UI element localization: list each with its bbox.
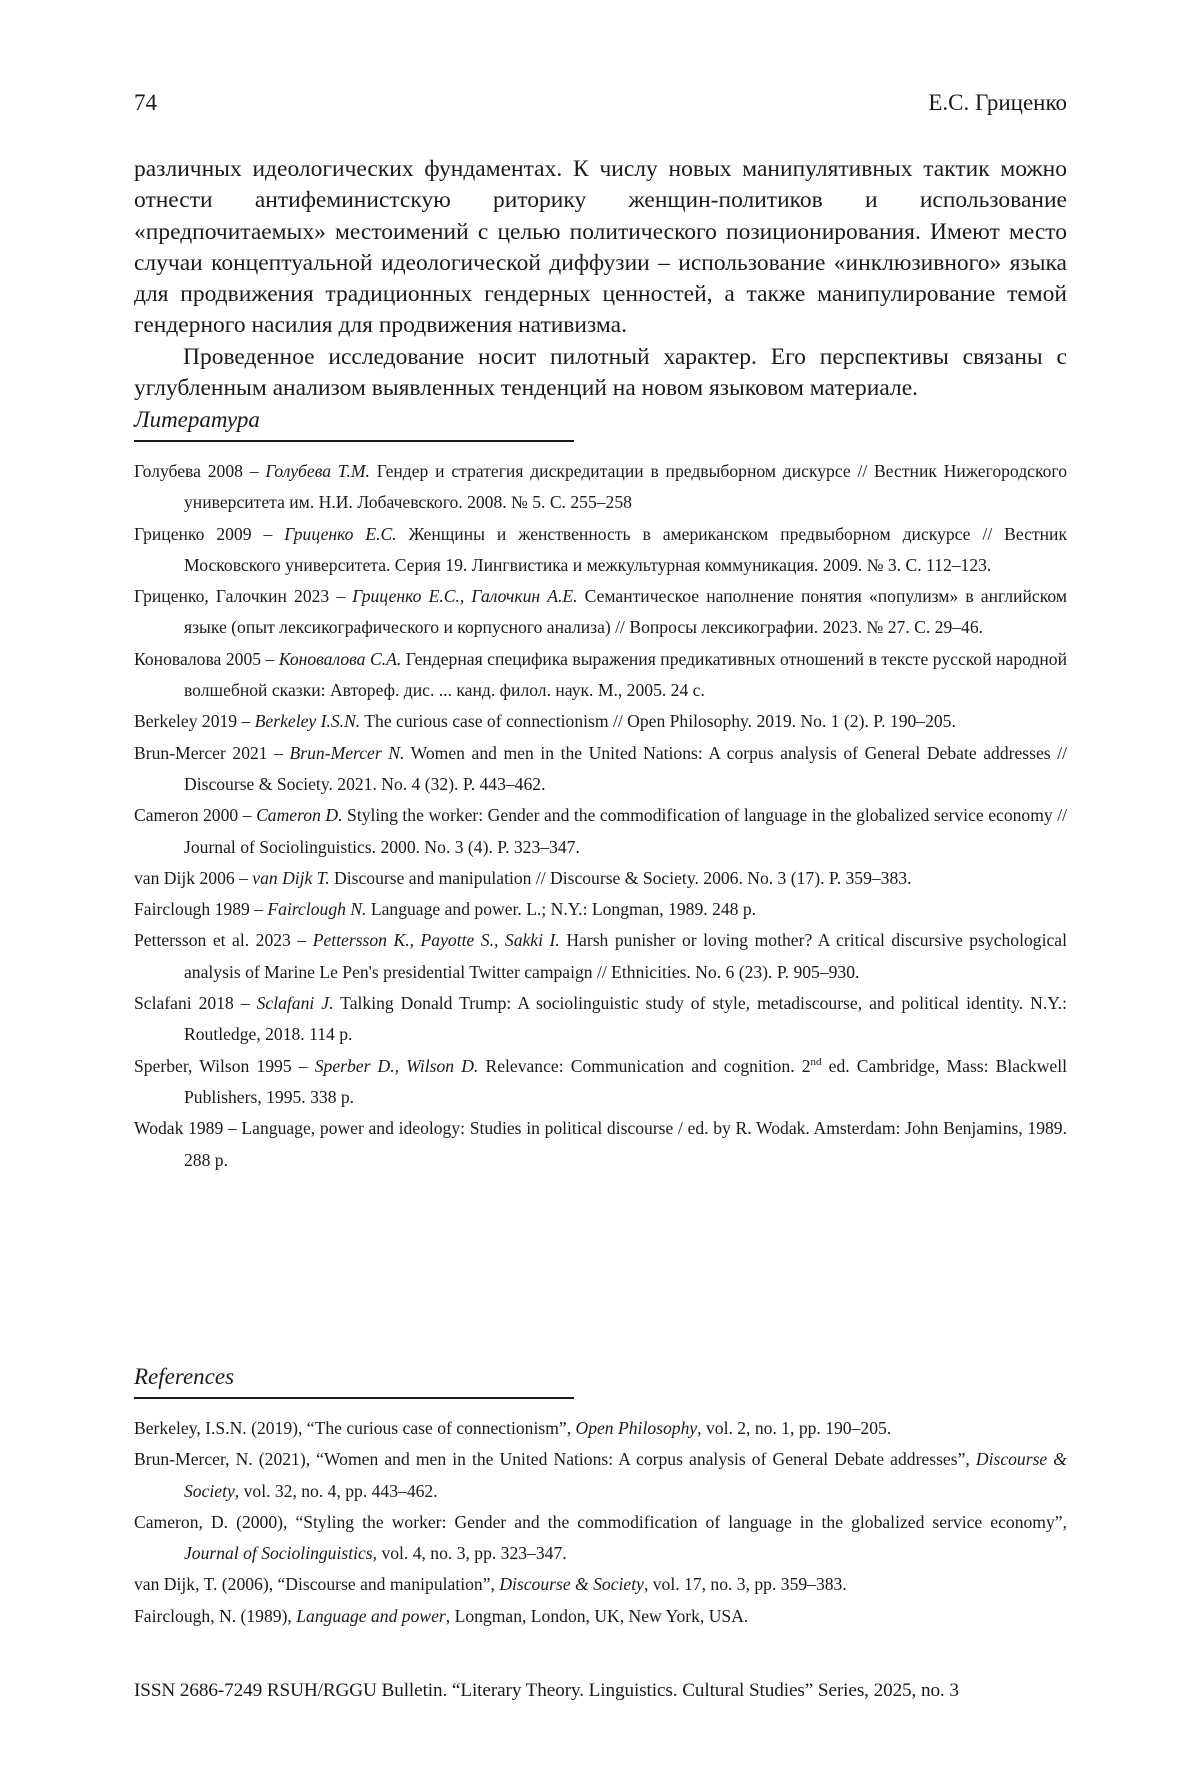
body-text [134, 154, 1067, 404]
reference-entry [134, 644, 1067, 707]
ref-key: Гриценко 2009 – [134, 523, 285, 544]
ref-key: Fairclough 1989 – [134, 899, 268, 920]
ref-key: Sperber, Wilson 1995 – [134, 1055, 315, 1076]
ref-source: Open Philosophy [575, 1418, 698, 1438]
ref-key: Коновалова 2005 – [134, 648, 279, 669]
ref-post: , Longman, London, UK, New York, USA. [445, 1605, 749, 1626]
ref-rest: Harsh punisher or loving mother? A critical discursive psychological analysis of Marine Le Pen's presidential Twitter campaign // Ethnicities. No. 6 (23). P. 905–930. [184, 930, 1067, 982]
ref-rest: Relevance: Communication and cognition. 2 [478, 1055, 811, 1076]
ref-key: Sclafani 2018 – [134, 993, 257, 1014]
body-paragraph: различных идеологических фундаментах. К числу новых манипулятивных тактик можно отнести антифеминистскую риторику женщин-политиков и использование «предпочитаемых» местоимений с целью политического позиционирования. Имеют место случаи концептуальной идеологической диффузии – использование «инклюзивного» языка для продвижения традиционных гендерных ценностей, а также манипулирование темой гендерного насилия для продвижения нативизма. [134, 156, 1067, 339]
ref-authors: Berkeley I.S.N. [254, 711, 361, 732]
ref-rest: Talking Donald Trump: A sociolinguistic study of style, metadiscourse, and political identity. N.Y.: Routledge, 2018. 114 p. [184, 993, 1067, 1045]
ref-key: Cameron 2000 – [134, 805, 257, 826]
ref-authors: Brun-Mercer N. [289, 742, 405, 763]
ref-authors: Pettersson K., Payotte S., Sakki I. [312, 930, 560, 951]
reference-entry [134, 800, 1067, 863]
reference-entry [134, 456, 1067, 519]
page-footer: ISSN 2686-7249 RSUH/RGGU Bulletin. “Literary Theory. Linguistics. Cultural Studies” Series, 2025, no. 3 [134, 1680, 959, 1701]
ref-authors: Гриценко Е.С., Галочкин А.Е. [352, 586, 578, 607]
reference-entry [134, 1507, 1067, 1570]
ref-post: , vol. 2, no. 1, pp. 190–205. [697, 1418, 892, 1438]
ref-key: Wodak 1989 – [134, 1118, 242, 1139]
reference-entry [134, 706, 1067, 737]
ref-rest: Женщины и женственность в американском предвыборном дискурсе // Вестник Московского университета. Серия 19. Лингвистика и межкультурная коммуникация. 2009. № 3. С. 112–123. [184, 523, 1068, 575]
ref-authors: Коновалова С.А. [278, 648, 402, 669]
ref-post: , vol. 17, no. 3, pp. 359–383. [643, 1574, 847, 1595]
ref-rest: Гендерная специфика выражения предикативных отношений в тексте русской народной волшебной сказки: Автореф. дис. ... канд. филол. наук. М., 2005. 24 с. [184, 648, 1068, 701]
ref-authors: Sclafani J. [256, 993, 334, 1014]
ref-key: Голубева 2008 – [134, 461, 266, 481]
reference-entry [134, 925, 1067, 988]
ref-key: Berkeley 2019 – [134, 711, 255, 732]
ref-rest: Language and power. L.; N.Y.: Longman, 1989. 248 p. [366, 899, 757, 920]
ref-rest: Language, power and ideology: Studies in political discourse / ed. by R. Wodak. Amsterdam: John Benjamins, 1989. 288 p. [184, 1118, 1068, 1170]
reference-entry [134, 863, 1067, 894]
reference-entry [134, 581, 1067, 644]
ref-pre: Brun-Mercer, N. (2021), “Women and men in the United Nations: A corpus analysis of General Debate addresses”, [134, 1449, 976, 1470]
ref-source: Discourse & Society [499, 1574, 644, 1595]
running-head-author: Е.С. Гриценко [928, 90, 1067, 115]
references-rule [134, 1397, 574, 1399]
literatura-heading: Литература [134, 407, 260, 432]
reference-entry [134, 738, 1067, 801]
references-list [134, 1413, 1067, 1632]
literatura-list [134, 456, 1067, 1176]
ref-post: , vol. 32, no. 4, pp. 443–462. [234, 1480, 438, 1501]
ref-rest: Women and men in the United Nations: A corpus analysis of General Debate addresses // Discourse & Society. 2021. No. 4 (32). P. 443–462. [184, 742, 1067, 794]
ref-key: Pettersson et al. 2023 – [134, 930, 313, 951]
reference-entry [134, 988, 1067, 1051]
ref-rest: The curious case of connectionism // Open Philosophy. 2019. No. 1 (2). P. 190–205. [360, 711, 956, 732]
ref-pre: Cameron, D. (2000), “Styling the worker: Gender and the commodification of language in the globalized service economy”, [134, 1511, 1067, 1532]
reference-entry [134, 1569, 1067, 1600]
ref-post: , vol. 4, no. 3, pp. 323–347. [372, 1543, 567, 1564]
ref-pre: van Dijk, T. (2006), “Discourse and manipulation”, [134, 1574, 500, 1595]
ref-source: Discourse & Society [184, 1449, 1067, 1501]
ref-authors: Гриценко Е.С. [284, 523, 397, 544]
ref-key: Brun-Mercer 2021 – [134, 742, 290, 763]
body-paragraph: Проведенное исследование носит пилотный характер. Его перспективы связаны с углубленным анализом выявленных тенденций на новом языковом материале. [134, 343, 1067, 402]
ref-rest: Гендер и стратегия дискредитации в предвыборном дискурсе // Вестник Нижегородского университета им. Н.И. Лобачевского. 2008. № 5. С. 255–258 [184, 461, 1067, 513]
reference-entry [134, 1601, 1067, 1632]
ref-rest: Семантическое наполнение понятия «популизм» в английском языке (опыт лексикографического и корпусного анализа) // Вопросы лексикографии. 2023. № 27. С. 29–46. [184, 586, 1067, 638]
ref-authors: van Dijk T. [252, 867, 330, 888]
ref-rest-2: ed. Cambridge, Mass: Blackwell Publishers, 1995. 338 p. [184, 1055, 1067, 1107]
reference-entry [134, 519, 1067, 582]
reference-entry [134, 1051, 1067, 1114]
ref-source: Journal of Sociolinguistics [184, 1543, 373, 1564]
ref-pre: Berkeley, I.S.N. (2019), “The curious case of connectionism”, [134, 1418, 576, 1438]
ref-rest: Styling the worker: Gender and the commodification of language in the globalized service economy // Journal of Sociolinguistics. 2000. No. 3 (4). P. 323–347. [184, 805, 1068, 857]
reference-entry [134, 1413, 1067, 1444]
page-number: 74 [134, 90, 157, 115]
ref-source: Language and power [296, 1605, 446, 1626]
ref-pre: Fairclough, N. (1989), [134, 1605, 297, 1626]
ref-rest: Discourse and manipulation // Discourse & Society. 2006. No. 3 (17). P. 359–383. [329, 867, 912, 888]
ref-authors: Голубева Т.М. [265, 461, 370, 481]
ref-superscript: nd [810, 1055, 822, 1068]
references-heading: References [134, 1364, 235, 1389]
ref-key: Гриценко, Галочкин 2023 – [134, 586, 353, 607]
ref-authors: Sperber D., Wilson D. [314, 1055, 479, 1076]
literatura-rule [134, 440, 574, 442]
reference-entry [134, 1444, 1067, 1507]
ref-authors: Cameron D. [256, 805, 343, 826]
reference-entry [134, 1113, 1067, 1176]
ref-authors: Fairclough N. [267, 899, 367, 920]
reference-entry [134, 894, 1067, 925]
ref-key: van Dijk 2006 – [134, 867, 253, 888]
